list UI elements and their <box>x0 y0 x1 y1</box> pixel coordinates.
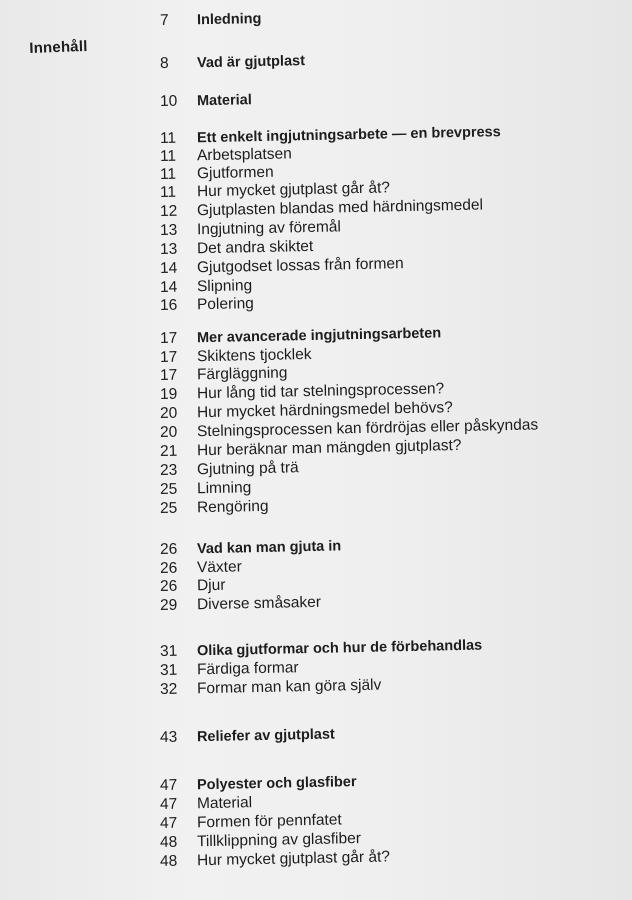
page-number: 19 <box>159 385 178 403</box>
entry-title: Slipning <box>196 277 253 296</box>
toc-entry <box>160 459 299 480</box>
page-number: 32 <box>159 680 178 698</box>
page-number: 10 <box>159 92 178 110</box>
entry-title: Formen för pennfatet <box>196 811 342 832</box>
toc-entry <box>160 498 269 518</box>
entry-title: Reliefer av gjutplast <box>196 726 335 746</box>
entry-title: Olika gjutformar och hur de förbehandlas <box>196 637 483 660</box>
toc-entry <box>160 659 299 680</box>
entry-title: Ett enkelt ingjutningsarbete — en brevpress <box>196 124 501 147</box>
page-number: 47 <box>159 776 178 794</box>
page-number: 13 <box>159 221 178 239</box>
entry-title: Limning <box>196 479 252 498</box>
entry-title: Hur mycket gjutplast går åt? <box>196 179 391 201</box>
page-number: 20 <box>159 423 178 441</box>
entry-title: Gjutformen <box>196 163 274 183</box>
toc-entry <box>160 346 312 367</box>
toc-entry <box>160 364 288 385</box>
entry-title: Polering <box>196 295 255 314</box>
page-number: 8 <box>159 54 169 72</box>
entry-title: Inledning <box>196 10 262 29</box>
page-number: 17 <box>159 348 178 366</box>
page-number: 7 <box>159 11 169 29</box>
entry-title: Material <box>196 92 252 110</box>
page-number: 25 <box>159 480 178 498</box>
page-number: 12 <box>159 202 178 220</box>
entry-title: Material <box>196 794 253 813</box>
page-number: 48 <box>159 852 178 870</box>
entry-title: Hur mycket härdningsmedel behövs? <box>196 399 453 422</box>
toc-section-entry <box>160 324 441 348</box>
page-number: 23 <box>159 461 178 479</box>
toc-entry <box>160 848 390 871</box>
entry-title: Skiktens tjocklek <box>196 345 312 366</box>
toc-entry <box>160 794 252 814</box>
entry-title: Rengöring <box>196 497 269 517</box>
toc-section-entry <box>160 10 262 30</box>
toc-section-entry <box>160 637 483 661</box>
page-number: 11 <box>159 165 177 183</box>
toc-entry <box>160 811 342 833</box>
page-number: 25 <box>159 499 178 517</box>
entry-title: Ingjutning av föremål <box>196 218 342 239</box>
toc-section-entry <box>160 91 252 111</box>
entry-title: Arbetsplatsen <box>196 145 292 165</box>
page-number: 11 <box>159 129 177 147</box>
toc-section-entry <box>160 537 342 559</box>
toc-entry <box>160 677 382 699</box>
page-number: 43 <box>159 728 178 746</box>
page-number: 17 <box>159 329 178 347</box>
toc-entry <box>160 164 274 184</box>
toc-entry <box>160 558 242 578</box>
page-number: 26 <box>159 577 178 595</box>
entry-title: Färgläggning <box>196 364 288 384</box>
page-number: 48 <box>159 833 178 851</box>
entry-title: Gjutning på trä <box>196 459 299 479</box>
page-number: 17 <box>159 366 178 384</box>
page-number: 31 <box>159 642 178 660</box>
entry-title: Gjutplasten blandas med härdningsmedel <box>196 196 484 220</box>
toc-section-entry <box>160 725 335 747</box>
page-heading: Innehåll <box>29 37 88 57</box>
page-number: 20 <box>159 404 178 422</box>
toc-section-entry <box>160 773 357 795</box>
entry-title: Vad kan man gjuta in <box>196 538 342 558</box>
page-number: 14 <box>159 278 178 296</box>
page-number: 13 <box>159 240 178 258</box>
toc-entry <box>160 238 314 259</box>
entry-title: Hur lång tid tar stelningsprocessen? <box>196 380 445 403</box>
entry-title: Gjutgodset lossas från formen <box>196 255 404 277</box>
entry-title: Formar man kan göra själv <box>196 676 382 698</box>
entry-title: Diverse småsaker <box>196 593 322 614</box>
entry-title: Djur <box>196 576 226 595</box>
page-number: 31 <box>159 661 178 679</box>
entry-title: Hur mycket gjutplast går åt? <box>196 848 391 870</box>
entry-title: Färdiga formar <box>196 659 299 679</box>
toc-entry <box>160 277 252 297</box>
entry-title: Mer avancerade ingjutningsarbeten <box>196 325 442 347</box>
page-number: 21 <box>159 442 178 460</box>
page-number: 47 <box>159 814 178 832</box>
page-number: 11 <box>159 183 177 201</box>
entry-title: Polyester och glasfiber <box>196 774 357 794</box>
page-number: 14 <box>159 259 178 277</box>
page-number: 29 <box>159 596 178 614</box>
page-number: 16 <box>159 296 178 314</box>
entry-title: Det andra skiktet <box>196 237 314 258</box>
toc-entry <box>160 295 254 315</box>
toc-entry <box>160 218 341 240</box>
toc-section-entry <box>160 52 305 73</box>
entry-title: Tillklippning av glasfiber <box>196 829 362 851</box>
toc-entry <box>160 255 404 278</box>
entry-title: Växter <box>196 558 242 577</box>
entry-title: Vad är gjutplast <box>196 53 306 72</box>
entry-title: Stelningsprocessen kan fördröjas eller påskyndas <box>196 416 539 441</box>
page-number: 47 <box>159 795 178 813</box>
page-number: 11 <box>159 147 177 165</box>
toc-entry <box>160 577 226 596</box>
page-number: 26 <box>159 540 178 558</box>
entry-title: Hur beräknar man mängden gjutplast? <box>196 436 462 460</box>
toc-entry <box>160 594 321 615</box>
toc-entry <box>160 479 252 499</box>
toc-section-entry <box>160 123 501 148</box>
page-number: 26 <box>159 559 178 577</box>
